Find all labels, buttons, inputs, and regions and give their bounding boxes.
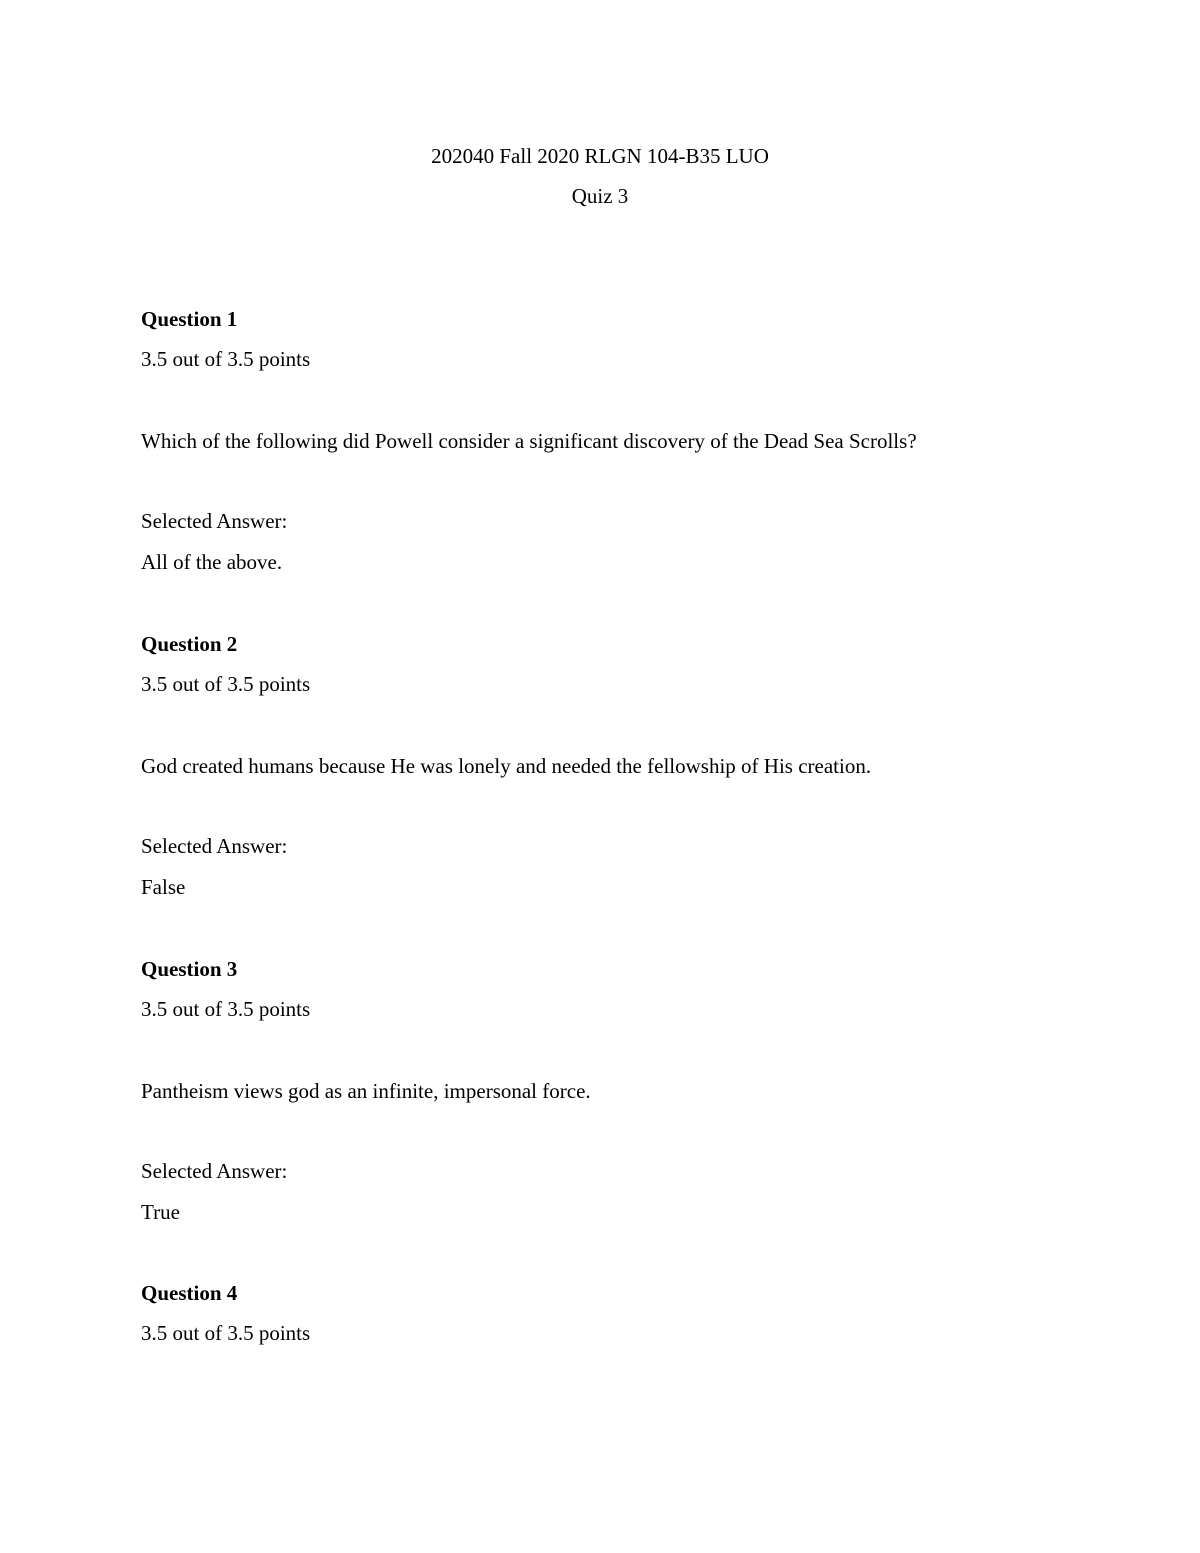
question-heading: Question 2 <box>141 632 238 656</box>
question-heading: Question 3 <box>141 957 238 981</box>
question-points: 3.5 out of 3.5 points <box>141 672 311 696</box>
selected-answer-label: Selected Answer: <box>141 834 288 858</box>
question-prompt: Pantheism views god as an infinite, impersonal force. <box>141 1079 591 1103</box>
quiz-title: Quiz 3 <box>571 184 629 208</box>
question-heading: Question 4 <box>141 1281 238 1305</box>
selected-answer-label: Selected Answer: <box>141 509 288 533</box>
selected-answer-value: All of the above. <box>141 550 283 574</box>
question-points: 3.5 out of 3.5 points <box>141 997 311 1021</box>
question-heading: Question 1 <box>141 307 238 331</box>
course-title: 202040 Fall 2020 RLGN 104-B35 LUO <box>431 144 769 168</box>
question-points: 3.5 out of 3.5 points <box>141 347 311 371</box>
question-points: 3.5 out of 3.5 points <box>141 1321 311 1345</box>
question-prompt: God created humans because He was lonely and needed the fellowship of His creation. <box>141 754 872 778</box>
selected-answer-value: True <box>141 1200 180 1224</box>
question-prompt: Which of the following did Powell consider a significant discovery of the Dead Sea Scrolls? <box>141 429 917 453</box>
selected-answer-value: False <box>141 875 186 899</box>
selected-answer-label: Selected Answer: <box>141 1159 288 1183</box>
